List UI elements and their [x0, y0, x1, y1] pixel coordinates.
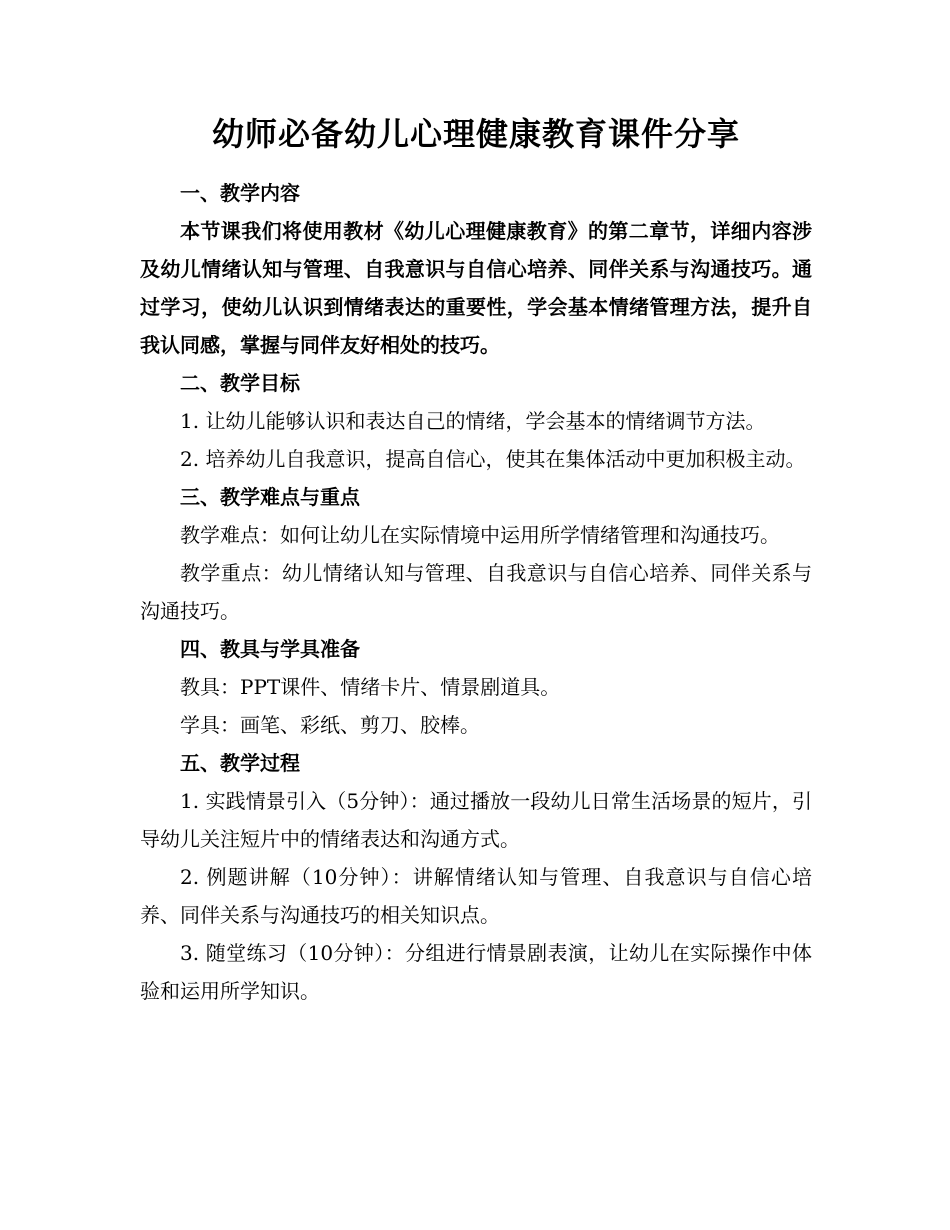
process-step-3: 3. 随堂练习（10分钟）：分组进行情景剧表演，让幼儿在实际操作中体验和运用所学知识。 [140, 941, 812, 1003]
key-point-paragraph: 教学重点：幼儿情绪认知与管理、自我意识与自信心培养、同伴关系与沟通技巧。 [140, 561, 812, 623]
objective-item-1: 1. 让幼儿能够认识和表达自己的情绪，学会基本的情绪调节方法。 [180, 409, 766, 433]
document-title: 幼师必备幼儿心理健康教育课件分享 [211, 115, 740, 153]
learning-aids-paragraph: 学具：画笔、彩纸、剪刀、胶棒。 [180, 713, 480, 737]
teaching-aids-paragraph: 教具：PPT课件、情绪卡片、情景剧道具。 [180, 675, 561, 699]
difficulty-paragraph: 教学难点：如何让幼儿在实际情境中运用所学情绪管理和沟通技巧。 [180, 523, 780, 547]
section-heading-objectives: 二、教学目标 [180, 371, 300, 395]
document-page [140, 108, 812, 1010]
section-heading-content: 一、教学内容 [180, 181, 300, 205]
process-step-1: 1. 实践情景引入（5分钟）：通过播放一段幼儿日常生活场景的短片，引导幼儿关注短片中的情绪表达和沟通方式。 [140, 789, 812, 851]
objective-item-2: 2. 培养幼儿自我意识，提高自信心，使其在集体活动中更加积极主动。 [180, 447, 806, 471]
section-heading-process: 五、教学过程 [180, 751, 300, 775]
section-heading-materials: 四、教具与学具准备 [180, 637, 360, 661]
process-step-2: 2. 例题讲解（10分钟）：讲解情绪认知与管理、自我意识与自信心培养、同伴关系与沟通技巧的相关知识点。 [140, 865, 812, 927]
section-heading-difficulties: 三、教学难点与重点 [180, 485, 360, 509]
content-paragraph: 本节课我们将使用教材《幼儿心理健康教育》的第二章节，详细内容涉及幼儿情绪认知与管理、自我意识与自信心培养、同伴关系与沟通技巧。通过学习，使幼儿认识到情绪表达的重要性，学会基本情绪管理方法，提升自我认同感，掌握与同伴友好相处的技巧。 [140, 219, 812, 357]
